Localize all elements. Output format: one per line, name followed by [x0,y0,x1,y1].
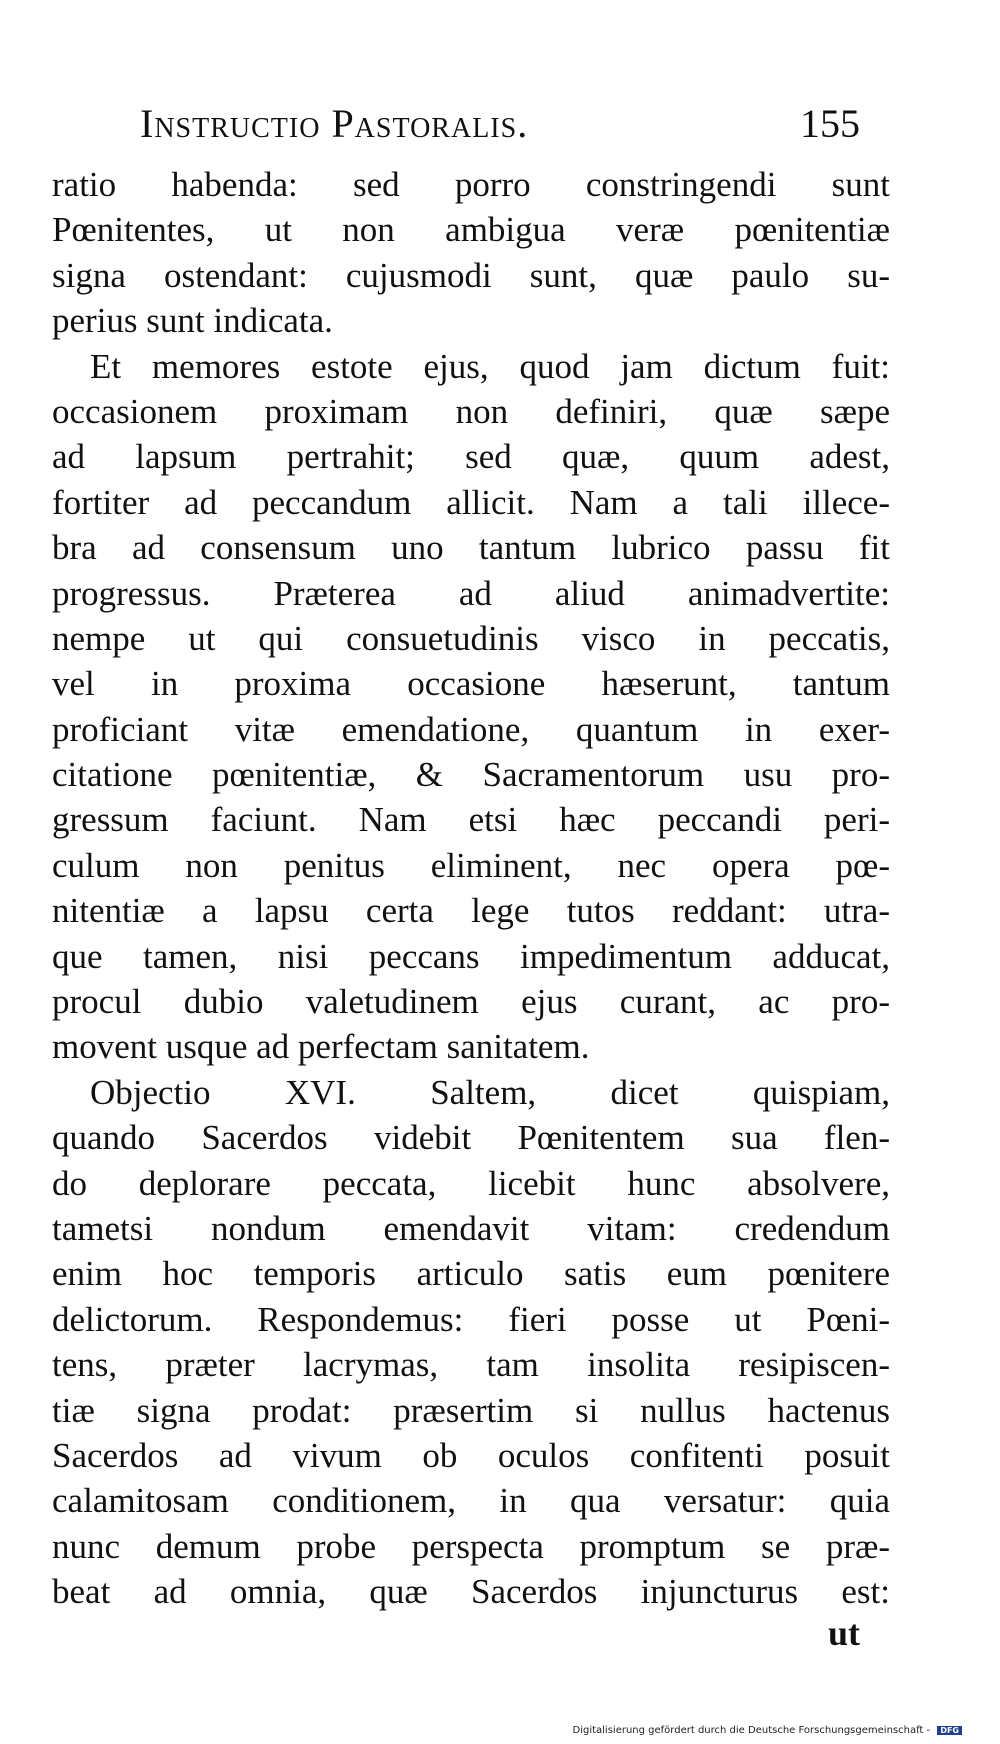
text-line: Et memores estote ejus, quod jam dictum fuit: [90,346,890,386]
text-line: que tamen, nisi peccans impedimentum adducat, [52,936,890,976]
digitization-credit [573,1725,963,1736]
text-line: movent usque ad perfectam sanitatem. [52,1027,590,1067]
text-line: culum non penitus eliminent, nec opera pœ- [52,845,890,885]
text-line: citatione pœnitentiæ, & Sacramentorum usu pro- [52,755,890,795]
text-line: signa ostendant: cujusmodi sunt, quæ paulo su- [52,255,890,295]
credit-text: Digitalisierung gefördert durch die Deutsche Forschungsgemeinschaft - [572,1725,931,1736]
text-line: calamitosam conditionem, in qua versatur: quia [52,1481,890,1521]
text-line: nitentiæ a lapsu certa lege tutos reddant: utra- [52,891,890,931]
text-line: progressus. Præterea ad aliud animadvertite: [52,573,890,613]
text-line: delictorum. Respondemus: fieri posse ut Pœni- [52,1299,890,1339]
text-line: Sacerdos ad vivum ob oculos confitenti posuit [52,1435,890,1475]
page-number: 155 [800,101,860,146]
page-header [140,100,860,156]
text-line: vel in proxima occasione hæserunt, tantum [52,664,890,704]
body-text [52,162,890,1615]
text-line: ad lapsum pertrahit; sed quæ, quum adest, [52,437,890,477]
text-line: nempe ut qui consuetudinis visco in peccatis, [52,618,890,658]
text-line: enim hoc temporis articulo satis eum pœnitere [52,1254,890,1294]
dfg-logo: DFG [937,1726,962,1735]
text-line: quando Sacerdos videbit Pœnitentem sua flen- [52,1118,890,1158]
text-line: beat ad omnia, quæ Sacerdos injuncturus est: [52,1572,890,1612]
text-line: nunc demum probe perspecta promptum se præ- [52,1526,890,1566]
text-line: fortiter ad peccandum allicit. Nam a tali illece- [52,482,890,522]
text-line: Pœnitentes, ut non ambigua veræ pœnitentiæ [52,210,890,250]
text-line: tens, præter lacrymas, tam insolita resipiscen- [52,1345,890,1385]
text-line: tiæ signa prodat: præsertim si nullus hactenus [52,1390,890,1430]
text-line: do deplorare peccata, licebit hunc absolvere, [52,1163,890,1203]
text-line: Objectio XVI. Saltem, dicet quispiam, [90,1072,890,1112]
catchword: ut [827,1613,860,1653]
text-line: gressum faciunt. Nam etsi hæc peccandi peri- [52,800,890,840]
text-line: tametsi nondum emendavit vitam: credendum [52,1208,890,1248]
text-line: proficiant vitæ emendatione, quantum in exer- [52,709,890,749]
text-line: perius sunt indicata. [52,301,333,341]
running-title: Instructio Pastoralis. [140,101,529,146]
text-line: procul dubio valetudinem ejus curant, ac pro- [52,982,890,1022]
text-line: occasionem proximam non definiri, quæ sæpe [52,391,890,431]
text-line: ratio habenda: sed porro constringendi sunt [52,165,890,204]
text-line: bra ad consensum uno tantum lubrico passu fit [52,528,890,568]
